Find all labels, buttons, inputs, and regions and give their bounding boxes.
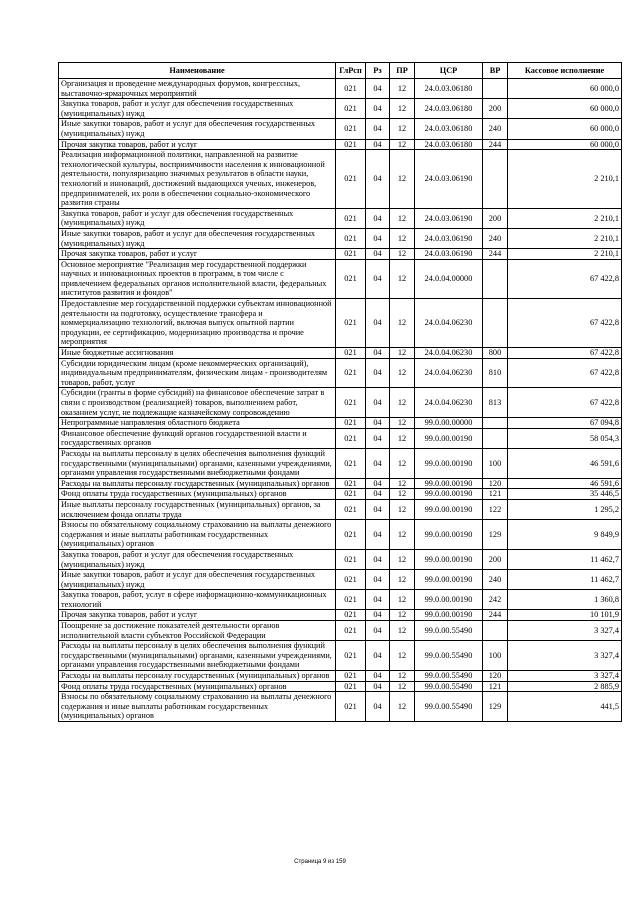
cell-vr: 100: [483, 641, 508, 671]
cell-vr: 100: [483, 448, 508, 478]
cell-pr: 12: [390, 388, 415, 418]
cell-name: Иные закупки товаров, работ и услуг для обеспечения государственных (муниципальных) нужд: [59, 119, 336, 139]
cell-vr: 244: [483, 139, 508, 150]
cell-csr: 24.0.03.06180: [415, 99, 483, 119]
cell-amount: 2 210,1: [508, 249, 622, 260]
cell-amount: 67 422,8: [508, 259, 622, 298]
table-row: [59, 299, 622, 348]
cell-name: Закупка товаров, работ и услуг для обеспечения государственных (муниципальных) нужд: [59, 208, 336, 228]
header-amount: Кассовое исполнение: [508, 63, 622, 79]
cell-csr: 24.0.03.06190: [415, 249, 483, 260]
cell-amount: 67 422,8: [508, 358, 622, 388]
cell-vr: 121: [483, 489, 508, 500]
header-name: Наименование: [59, 63, 336, 79]
cell-glrsp: 021: [336, 208, 366, 228]
cell-amount: 11 462,7: [508, 570, 622, 590]
cell-rz: 04: [366, 208, 390, 228]
cell-vr: [483, 259, 508, 298]
cell-glrsp: 021: [336, 150, 366, 209]
cell-csr: 99.0.00.00190: [415, 590, 483, 610]
cell-csr: 24.0.03.06180: [415, 79, 483, 99]
cell-pr: 12: [390, 692, 415, 722]
cell-vr: 244: [483, 249, 508, 260]
cell-vr: [483, 621, 508, 641]
cell-name: Финансовое обеспечение функций органов государственной власти и государственных органов: [59, 428, 336, 448]
table-row: [59, 671, 622, 682]
cell-pr: 12: [390, 150, 415, 209]
cell-vr: [483, 150, 508, 209]
cell-csr: 99.0.00.00190: [415, 520, 483, 550]
cell-amount: 60 000,0: [508, 119, 622, 139]
cell-csr: 99.0.00.00190: [415, 570, 483, 590]
table-row: [59, 478, 622, 489]
cell-csr: 99.0.00.00190: [415, 478, 483, 489]
cell-csr: 24.0.03.06180: [415, 139, 483, 150]
table-header-row: [59, 63, 622, 79]
cell-csr: 99.0.00.00000: [415, 418, 483, 429]
cell-name: Непрограммные направления областного бюджета: [59, 418, 336, 429]
cell-glrsp: 021: [336, 621, 366, 641]
cell-rz: 04: [366, 520, 390, 550]
cell-glrsp: 021: [336, 388, 366, 418]
cell-name: Расходы на выплаты персоналу в целях обеспечения выполнения функций государственными (муниципальными) органами, казенными учреждениями, органами управления государственными внебюджетными фондами: [59, 641, 336, 671]
cell-name: Реализация информационной политики, направленной на развитие технологической культуры, восприимчивости населения к инновационной деятельности, популяризацию значимых результатов в области науки, технологий и инноваций, достижений выдающихся ученых, инженеров, предпринимателей, их роли в обеспечении социально-экономического развития страны: [59, 150, 336, 209]
header-csr: ЦСР: [415, 63, 483, 79]
cell-amount: 2 210,1: [508, 228, 622, 248]
cell-rz: 04: [366, 358, 390, 388]
cell-csr: 99.0.00.00190: [415, 428, 483, 448]
header-vr: ВР: [483, 63, 508, 79]
cell-rz: 04: [366, 478, 390, 489]
cell-pr: 12: [390, 228, 415, 248]
cell-glrsp: 021: [336, 299, 366, 348]
table-row: [59, 150, 622, 209]
cell-glrsp: 021: [336, 520, 366, 550]
table-row: [59, 621, 622, 641]
cell-name: Расходы на выплаты персоналу государственных (муниципальных) органов: [59, 671, 336, 682]
cell-glrsp: 021: [336, 610, 366, 621]
table-row: [59, 79, 622, 99]
table-row: [59, 428, 622, 448]
cell-amount: 2 210,1: [508, 208, 622, 228]
cell-rz: 04: [366, 610, 390, 621]
cell-vr: 240: [483, 228, 508, 248]
cell-csr: 99.0.00.55490: [415, 621, 483, 641]
cell-amount: 10 101,9: [508, 610, 622, 621]
cell-name: Субсидии (гранты в форме субсидий) на финансовое обеспечение затрат в связи с производством (реализацией) товаров, выполнением работ, оказанием услуг, не подлежащие казначейскому сопровождению: [59, 388, 336, 418]
cell-amount: 60 000,0: [508, 139, 622, 150]
cell-name: Основное мероприятие "Реализация мер государственной поддержки научных и инновационных проектов в программ, в том числе с привлечением федеральных органов исполнительной власти, федеральных институтов развития и фондов": [59, 259, 336, 298]
cell-amount: 46 591,6: [508, 448, 622, 478]
cell-rz: 04: [366, 99, 390, 119]
cell-glrsp: 021: [336, 259, 366, 298]
cell-csr: 24.0.04.06230: [415, 358, 483, 388]
cell-glrsp: 021: [336, 549, 366, 569]
table-row: [59, 119, 622, 139]
table-row: [59, 448, 622, 478]
cell-glrsp: 021: [336, 139, 366, 150]
cell-csr: 24.0.03.06190: [415, 150, 483, 209]
cell-amount: 67 422,8: [508, 299, 622, 348]
cell-vr: 200: [483, 549, 508, 569]
cell-pr: 12: [390, 428, 415, 448]
cell-pr: 12: [390, 358, 415, 388]
cell-csr: 24.0.04.06230: [415, 299, 483, 348]
cell-pr: 12: [390, 99, 415, 119]
cell-glrsp: 021: [336, 249, 366, 260]
cell-csr: 24.0.04.06230: [415, 348, 483, 359]
cell-name: Субсидии юридическим лицам (кроме некоммерческих организаций), индивидуальным предпринимателям, физическим лицам - производителям товаров, работ, услуг: [59, 358, 336, 388]
page-number: Страница 9 из 159: [294, 859, 346, 865]
cell-pr: 12: [390, 119, 415, 139]
cell-csr: 24.0.03.06190: [415, 208, 483, 228]
cell-glrsp: 021: [336, 478, 366, 489]
table-row: [59, 99, 622, 119]
cell-pr: 12: [390, 348, 415, 359]
table-row: [59, 499, 622, 519]
table-row: [59, 570, 622, 590]
cell-rz: 04: [366, 549, 390, 569]
table-row: [59, 259, 622, 298]
table-row: [59, 228, 622, 248]
table-row: [59, 610, 622, 621]
cell-vr: 242: [483, 590, 508, 610]
cell-rz: 04: [366, 79, 390, 99]
cell-pr: 12: [390, 641, 415, 671]
cell-rz: 04: [366, 348, 390, 359]
cell-amount: 2 885,9: [508, 681, 622, 692]
cell-glrsp: 021: [336, 358, 366, 388]
cell-pr: 12: [390, 448, 415, 478]
cell-name: Фонд оплаты труда государственных (муниципальных) органов: [59, 681, 336, 692]
cell-pr: 12: [390, 79, 415, 99]
cell-pr: 12: [390, 681, 415, 692]
cell-rz: 04: [366, 692, 390, 722]
cell-rz: 04: [366, 499, 390, 519]
cell-pr: 12: [390, 489, 415, 500]
cell-glrsp: 021: [336, 79, 366, 99]
table-row: [59, 388, 622, 418]
header-rz: Рз: [366, 63, 390, 79]
cell-name: Иные закупки товаров, работ и услуг для обеспечения государственных (муниципальных) нужд: [59, 570, 336, 590]
cell-name: Взносы по обязательному социальному страхованию на выплаты денежного содержания и иные выплаты работникам государственных (муниципальных) органов: [59, 692, 336, 722]
cell-vr: [483, 299, 508, 348]
cell-rz: 04: [366, 228, 390, 248]
table-row: [59, 681, 622, 692]
cell-pr: 12: [390, 418, 415, 429]
table-row: [59, 520, 622, 550]
cell-pr: 12: [390, 249, 415, 260]
table-row: [59, 139, 622, 150]
cell-vr: 240: [483, 119, 508, 139]
cell-glrsp: 021: [336, 228, 366, 248]
cell-glrsp: 021: [336, 590, 366, 610]
cell-rz: 04: [366, 418, 390, 429]
table-row: [59, 358, 622, 388]
cell-rz: 04: [366, 428, 390, 448]
cell-csr: 99.0.00.00190: [415, 448, 483, 478]
cell-glrsp: 021: [336, 570, 366, 590]
cell-name: Расходы на выплаты персоналу государственных (муниципальных) органов: [59, 478, 336, 489]
cell-pr: 12: [390, 259, 415, 298]
cell-pr: 12: [390, 520, 415, 550]
cell-amount: 60 000,0: [508, 99, 622, 119]
cell-glrsp: 021: [336, 448, 366, 478]
cell-glrsp: 021: [336, 428, 366, 448]
cell-rz: 04: [366, 139, 390, 150]
budget-table: [58, 62, 622, 722]
cell-pr: 12: [390, 549, 415, 569]
cell-amount: 3 327,4: [508, 641, 622, 671]
header-pr: ПР: [390, 63, 415, 79]
cell-name: Прочая закупка товаров, работ и услуг: [59, 610, 336, 621]
table-row: [59, 590, 622, 610]
cell-pr: 12: [390, 499, 415, 519]
cell-vr: [483, 428, 508, 448]
cell-rz: 04: [366, 299, 390, 348]
cell-amount: 46 591,6: [508, 478, 622, 489]
cell-vr: 813: [483, 388, 508, 418]
cell-glrsp: 021: [336, 99, 366, 119]
table-body: [59, 79, 622, 722]
cell-glrsp: 021: [336, 671, 366, 682]
cell-rz: 04: [366, 249, 390, 260]
cell-amount: 3 327,4: [508, 671, 622, 682]
cell-csr: 24.0.04.00000: [415, 259, 483, 298]
cell-pr: 12: [390, 139, 415, 150]
cell-rz: 04: [366, 671, 390, 682]
cell-rz: 04: [366, 681, 390, 692]
cell-name: Организация и проведение международных форумов, конгрессных, выставочно-ярмарочных мероприятий: [59, 79, 336, 99]
cell-csr: 24.0.04.06230: [415, 388, 483, 418]
cell-name: Прочая закупка товаров, работ и услуг: [59, 139, 336, 150]
table-row: [59, 549, 622, 569]
cell-amount: 35 446,5: [508, 489, 622, 500]
cell-pr: 12: [390, 570, 415, 590]
cell-rz: 04: [366, 388, 390, 418]
cell-pr: 12: [390, 671, 415, 682]
cell-amount: 1 295,2: [508, 499, 622, 519]
cell-vr: 121: [483, 681, 508, 692]
cell-glrsp: 021: [336, 692, 366, 722]
cell-glrsp: 021: [336, 348, 366, 359]
cell-name: Расходы на выплаты персоналу в целях обеспечения выполнения функций государственными (муниципальными) органами, казенными учреждениями, органами управления государственными внебюджетными фондами: [59, 448, 336, 478]
cell-rz: 04: [366, 259, 390, 298]
cell-rz: 04: [366, 590, 390, 610]
cell-glrsp: 021: [336, 641, 366, 671]
cell-pr: 12: [390, 478, 415, 489]
cell-pr: 12: [390, 621, 415, 641]
table-row: [59, 489, 622, 500]
cell-vr: 200: [483, 99, 508, 119]
cell-amount: 441,5: [508, 692, 622, 722]
cell-name: Взносы по обязательному социальному страхованию на выплаты денежного содержания и иные выплаты работникам государственных (муниципальных) органов: [59, 520, 336, 550]
cell-name: Закупка товаров, работ и услуг для обеспечения государственных (муниципальных) нужд: [59, 549, 336, 569]
cell-name: Закупка товаров, работ, услуг в сфере информационно-коммуникационных технологий: [59, 590, 336, 610]
cell-name: Прочая закупка товаров, работ и услуг: [59, 249, 336, 260]
cell-vr: 240: [483, 570, 508, 590]
cell-rz: 04: [366, 641, 390, 671]
cell-vr: [483, 79, 508, 99]
cell-csr: 99.0.00.00190: [415, 610, 483, 621]
cell-csr: 99.0.00.55490: [415, 681, 483, 692]
cell-amount: 58 054,3: [508, 428, 622, 448]
cell-glrsp: 021: [336, 681, 366, 692]
header-glrsp: ГлРсп: [336, 63, 366, 79]
cell-rz: 04: [366, 621, 390, 641]
cell-name: Закупка товаров, работ и услуг для обеспечения государственных (муниципальных) нужд: [59, 99, 336, 119]
cell-csr: 99.0.00.00190: [415, 489, 483, 500]
cell-csr: 99.0.00.55490: [415, 671, 483, 682]
cell-csr: 99.0.00.55490: [415, 641, 483, 671]
cell-amount: 60 000,0: [508, 79, 622, 99]
table-row: [59, 249, 622, 260]
cell-name: Фонд оплаты труда государственных (муниципальных) органов: [59, 489, 336, 500]
cell-amount: 11 462,7: [508, 549, 622, 569]
cell-rz: 04: [366, 489, 390, 500]
cell-amount: 3 327,4: [508, 621, 622, 641]
cell-vr: 800: [483, 348, 508, 359]
table-row: [59, 641, 622, 671]
table-row: [59, 348, 622, 359]
cell-vr: 810: [483, 358, 508, 388]
cell-amount: 67 422,8: [508, 348, 622, 359]
cell-vr: 122: [483, 499, 508, 519]
table-row: [59, 692, 622, 722]
cell-csr: 24.0.03.06190: [415, 228, 483, 248]
cell-glrsp: 021: [336, 119, 366, 139]
cell-name: Иные бюджетные ассигнования: [59, 348, 336, 359]
cell-amount: 9 849,9: [508, 520, 622, 550]
cell-rz: 04: [366, 119, 390, 139]
cell-rz: 04: [366, 448, 390, 478]
cell-vr: 244: [483, 610, 508, 621]
cell-rz: 04: [366, 570, 390, 590]
cell-vr: 129: [483, 520, 508, 550]
cell-glrsp: 021: [336, 418, 366, 429]
document-page: [58, 62, 621, 722]
cell-rz: 04: [366, 150, 390, 209]
cell-pr: 12: [390, 299, 415, 348]
cell-pr: 12: [390, 590, 415, 610]
cell-pr: 12: [390, 610, 415, 621]
cell-name: Поощрение за достижение показателей деятельности органов исполнительной власти субъектов Российской Федерации: [59, 621, 336, 641]
cell-csr: 99.0.00.00190: [415, 549, 483, 569]
cell-vr: 200: [483, 208, 508, 228]
cell-glrsp: 021: [336, 499, 366, 519]
cell-vr: 120: [483, 671, 508, 682]
cell-amount: 2 210,1: [508, 150, 622, 209]
cell-pr: 12: [390, 208, 415, 228]
cell-name: Предоставление мер государственной поддержки субъектам инновационной деятельности на подготовку, осуществление трансфера и коммерциализацию технологий, включая выпуск опытной партии продукции, ее сертификацию, модернизацию производства и прочие мероприятия: [59, 299, 336, 348]
cell-csr: 99.0.00.55490: [415, 692, 483, 722]
cell-amount: 1 360,8: [508, 590, 622, 610]
table-row: [59, 418, 622, 429]
cell-name: Иные выплаты персоналу государственных (муниципальных) органов, за исключением фонда оплаты труда: [59, 499, 336, 519]
cell-amount: 67 094,8: [508, 418, 622, 429]
cell-csr: 24.0.03.06180: [415, 119, 483, 139]
table-row: [59, 208, 622, 228]
cell-csr: 99.0.00.00190: [415, 499, 483, 519]
cell-glrsp: 021: [336, 489, 366, 500]
cell-vr: 120: [483, 478, 508, 489]
cell-vr: 129: [483, 692, 508, 722]
cell-vr: [483, 418, 508, 429]
cell-name: Иные закупки товаров, работ и услуг для обеспечения государственных (муниципальных) нужд: [59, 228, 336, 248]
cell-amount: 67 422,8: [508, 388, 622, 418]
